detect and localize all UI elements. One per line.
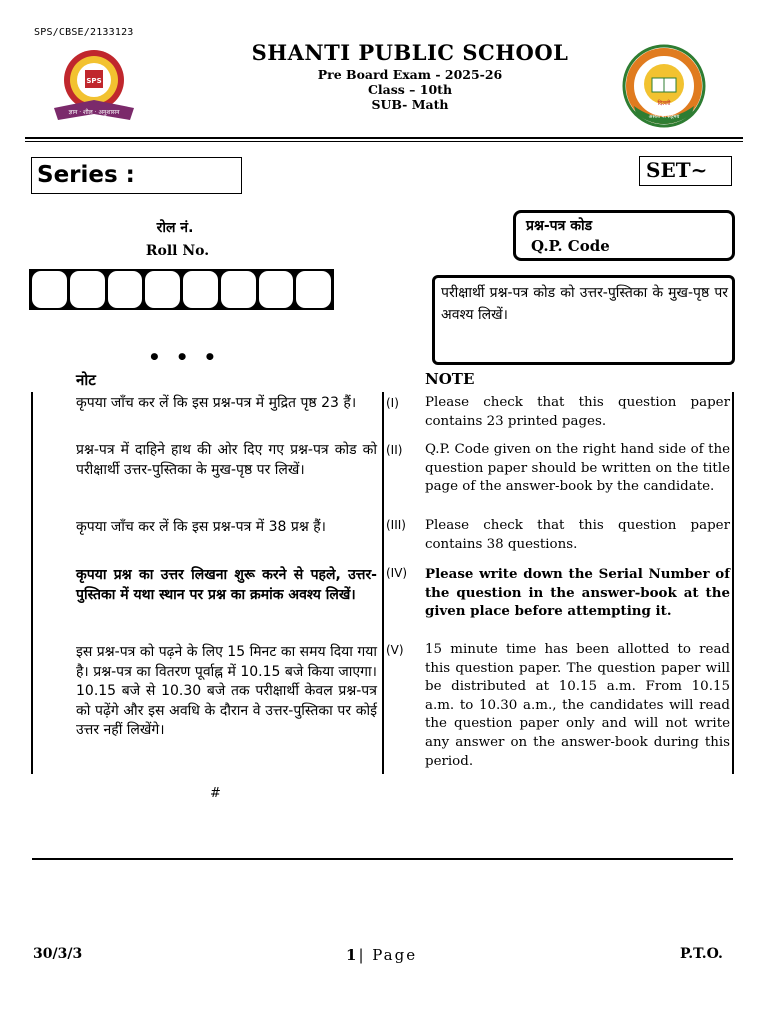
note-5-number: (V) [386, 643, 404, 657]
exam-details [250, 67, 570, 112]
note-2-number: (II) [386, 443, 403, 457]
left-logo-motto: ज्ञान · शील · अनुशासन [68, 109, 120, 116]
note-2-hindi: प्रश्न-पत्र में दाहिने हाथ की ओर दिए गए प्रश्न-पत्र कोड को परीक्षार्थी उत्तर-पुस्तिका के मुख-पृष्ठ पर लिखें। [76, 442, 377, 478]
roll-digit-box[interactable] [70, 271, 105, 308]
note-3-english: Please check that this question paper contains 38 questions. [425, 518, 730, 552]
hash-mark: # [210, 786, 221, 801]
note-3-number: (III) [386, 518, 406, 532]
roll-number-boxes [29, 269, 334, 310]
qp-code-label-hindi: प्रश्न-पत्र कोड [526, 218, 593, 234]
notes-center-divider [382, 392, 384, 774]
class-label: Class – 10th [367, 82, 453, 97]
notes-right-border [732, 392, 734, 774]
school-name: SHANTI PUBLIC SCHOOL [251, 40, 569, 65]
subject-label: SUB- Math [371, 97, 449, 112]
note-1-hindi: कृपया जाँच कर लें कि इस प्रश्न-पत्र में मुद्रित पृष्ठ 23 हैं। [76, 395, 357, 411]
note-2-english: Q.P. Code given on the right hand side of the question paper should be written on the title page of the answer-book by the candidate. [425, 442, 730, 495]
note-5-hindi: इस प्रश्न-पत्र को पढ़ने के लिए 15 मिनट का समय दिया गया है। प्रश्न-पत्र का वितरण पूर्वाह्न में 10.15 बजे किया जाएगा। 10.15 बजे से 10.30 बजे तक परीक्षार्थी केवल प्रश्न-पत्र को पढ़ेंगे और इस अवधि के दौरान वे उत्तर-पुस्तिका पर कोई उत्तर नहीं लिखेंगे। [76, 644, 377, 738]
right-logo-motto: असतो मा सद्गमय [648, 114, 680, 120]
roll-digit-box[interactable] [296, 271, 331, 308]
page-number: 1 [346, 946, 359, 964]
set-box[interactable]: SET~ [639, 156, 732, 186]
roll-digit-box[interactable] [145, 271, 180, 308]
footer-divider [32, 858, 733, 860]
note-1-number: (I) [386, 396, 399, 410]
paper-code: 30/3/3 [33, 946, 83, 962]
qp-code-instruction: परीक्षार्थी प्रश्न-पत्र कोड को उत्तर-पुस्तिका के मुख-पृष्ठ पर अवश्य लिखें। [432, 275, 735, 365]
note-1-english: Please check that this question paper contains 23 printed pages. [425, 395, 730, 429]
series-box[interactable]: Series : [31, 157, 242, 194]
page-indicator [346, 946, 417, 964]
notes-left-border [31, 392, 33, 774]
note-4-number: (IV) [386, 566, 408, 580]
right-logo-city: दिल्ली [657, 100, 671, 107]
reference-code: SPS/CBSE/2133123 [34, 27, 134, 38]
note-4-english: Please write down the Serial Number of the question in the answer-book at the given place before attempting it. [425, 566, 730, 620]
roll-digit-box[interactable] [108, 271, 143, 308]
note-heading-english: NOTE [425, 370, 475, 388]
roll-digit-box[interactable] [259, 271, 294, 308]
separator-dots: • • • [148, 345, 221, 369]
note-heading-hindi: नोट [76, 371, 96, 389]
header-divider [25, 137, 743, 139]
svg-text:SPS: SPS [86, 77, 102, 85]
qp-code-label-english: Q.P. Code [531, 237, 610, 255]
pto-label: P.T.O. [680, 946, 723, 962]
school-logo-left [52, 48, 136, 124]
roll-label-hindi: रोल नं. [156, 220, 194, 236]
cbse-logo-right [622, 44, 706, 128]
note-4-hindi: कृपया प्रश्न का उत्तर लिखना शुरू करने से पहले, उत्तर-पुस्तिका में यथा स्थान पर प्रश्न का क्रमांक अवश्य लिखें। [76, 567, 377, 603]
roll-label-english: Roll No. [145, 243, 210, 259]
roll-digit-box[interactable] [221, 271, 256, 308]
exam-title: Pre Board Exam - 2025-26 [317, 67, 503, 82]
roll-digit-box[interactable] [183, 271, 218, 308]
qp-code-box[interactable] [513, 210, 735, 261]
note-5-english: 15 minute time has been allotted to read this question paper. The question paper will be distributed at 10.15 a.m. From 10.15 a.m. to 10.30 a.m., the candidates will read the question paper only and will not write any answer on the answer-book during this period. [425, 642, 730, 769]
header-divider-thin [25, 141, 743, 142]
roll-digit-box[interactable] [32, 271, 67, 308]
page-word: | Page [358, 946, 418, 964]
note-3-hindi: कृपया जाँच कर लें कि इस प्रश्न-पत्र में 38 प्रश्न हैं। [76, 519, 326, 535]
